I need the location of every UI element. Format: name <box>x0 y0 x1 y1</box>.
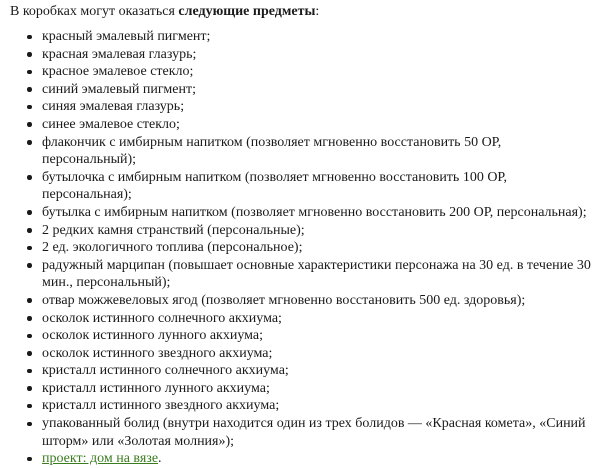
list-item: синяя эмалевая глазурь; <box>32 98 592 116</box>
list-item: кристалл истинного звездного акхиума; <box>32 397 592 415</box>
list-item: радужный марципан (повышает основные характеристики персонажа на 30 ед. в течение 30 мин., персональный); <box>32 257 592 292</box>
list-item: отвар можжевеловых ягод (позволяет мгновенно восстановить 500 ед. здоровья); <box>32 292 592 310</box>
list-item: красная эмалевая глазурь; <box>32 46 592 64</box>
list-item: кристалл истинного лунного акхиума; <box>32 380 592 398</box>
list-item: синий эмалевый пигмент; <box>32 81 592 99</box>
intro-prefix: В коробках могут оказаться <box>10 4 179 19</box>
list-item: осколок истинного звездного акхиума; <box>32 345 592 363</box>
intro-suffix: : <box>315 4 320 19</box>
list-item: красный эмалевый пигмент; <box>32 28 592 46</box>
list-item: кристалл истинного солнечного акхиума; <box>32 362 592 380</box>
list-item: красное эмалевое стекло; <box>32 63 592 81</box>
list-item: бутылка с имбирным напитком (позволяет мгновенно восстановить 200 ОР, персональная); <box>32 204 592 222</box>
list-item: синее эмалевое стекло; <box>32 116 592 134</box>
intro-bold-text: следующие предметы <box>178 4 316 19</box>
items-list <box>10 28 592 468</box>
list-item: бутылочка с имбирным напитком (позволяет мгновенно восстановить 100 ОР, персональная); <box>32 169 592 204</box>
project-link[interactable]: проект: дом на вязе <box>42 451 159 467</box>
intro-paragraph <box>10 0 592 22</box>
list-item: флакончик с имбирным напитком (позволяет мгновенно восстановить 50 ОР, персональный); <box>32 134 592 169</box>
list-item-project <box>32 450 592 468</box>
list-item: осколок истинного лунного акхиума; <box>32 327 592 345</box>
list-item: 2 редких камня странствий (персональные); <box>32 222 592 240</box>
list-item: 2 ед. экологичного топлива (персональное); <box>32 239 592 257</box>
list-item: упакованный болид (внутри находится один из трех болидов — «Красная комета», «Синий шторм» или «Золотая молния»); <box>32 415 592 450</box>
project-link-suffix: . <box>158 451 162 467</box>
list-item: осколок истинного солнечного акхиума; <box>32 310 592 328</box>
